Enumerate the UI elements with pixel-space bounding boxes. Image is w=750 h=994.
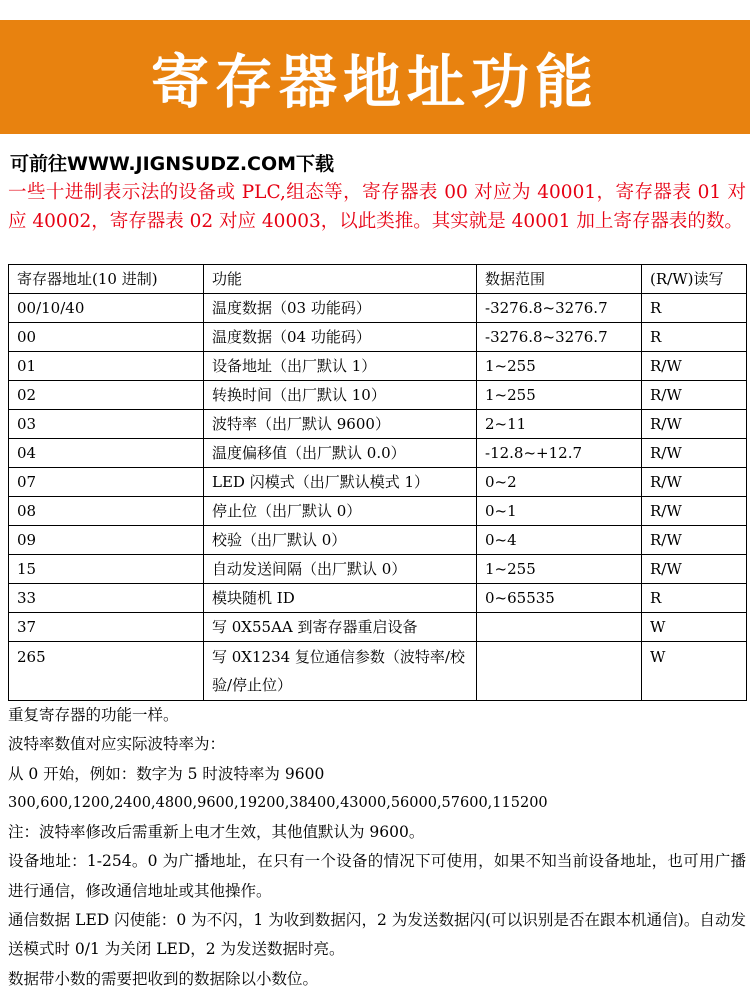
range-cell: 2~11 <box>477 410 642 439</box>
range-cell: 0~65535 <box>477 584 642 613</box>
table-row <box>9 584 747 613</box>
range-cell: -3276.8~3276.7 <box>477 323 642 352</box>
address-cell: 00/10/40 <box>9 294 204 323</box>
note-paragraph: 设备地址：1-254。0 为广播地址，在只有一个设备的情况下可使用，如果不知当前设备地址，也可用广播进行通信，修改通信地址或其他操作。 <box>8 852 746 900</box>
page-title: 寄存器地址功能 <box>150 48 599 116</box>
register-table <box>8 264 747 701</box>
function-cell: LED 闪模式（出厂默认模式 1） <box>204 468 477 497</box>
note-paragraph: 数据带小数的需要把收到的数据除以小数位。 <box>8 969 319 988</box>
rw-cell: R <box>642 294 747 323</box>
table-row <box>9 439 747 468</box>
range-cell <box>477 613 642 642</box>
table-row <box>9 526 747 555</box>
table-row <box>9 555 747 584</box>
function-cell: 自动发送间隔（出厂默认 0） <box>204 555 477 584</box>
table-row <box>9 410 747 439</box>
function-cell: 写 0X55AA 到寄存器重启设备 <box>204 613 477 642</box>
address-cell: 03 <box>9 410 204 439</box>
header-cell: (R/W)读写 <box>642 265 747 294</box>
range-cell: 0~4 <box>477 526 642 555</box>
address-cell: 33 <box>9 584 204 613</box>
function-cell: 转换时间（出厂默认 10） <box>204 381 477 410</box>
note-paragraph: 注：波特率修改后需重新上电才生效，其他值默认为 9600。 <box>8 823 425 842</box>
header-cell: 功能 <box>204 265 477 294</box>
address-cell: 02 <box>9 381 204 410</box>
rw-cell: W <box>642 642 747 701</box>
function-cell: 温度数据（03 功能码） <box>204 294 477 323</box>
range-cell: 0~1 <box>477 497 642 526</box>
range-cell: 1~255 <box>477 381 642 410</box>
rw-cell: R <box>642 584 747 613</box>
address-cell: 04 <box>9 439 204 468</box>
rw-cell: R/W <box>642 555 747 584</box>
table-row <box>9 468 747 497</box>
address-offset-note: 一些十进制表示法的设备或 PLC,组态等，寄存器表 00 对应为 40001，寄存器表 01 对应 40002，寄存器表 02 对应 40003，以此类推。其实就是 40001 加上寄存器表的数。 <box>8 182 746 232</box>
range-cell: -3276.8~3276.7 <box>477 294 642 323</box>
function-cell: 温度偏移值（出厂默认 0.0） <box>204 439 477 468</box>
address-cell: 37 <box>9 613 204 642</box>
table-row <box>9 323 747 352</box>
table-row <box>9 497 747 526</box>
rw-cell: R/W <box>642 468 747 497</box>
rw-cell: R/W <box>642 352 747 381</box>
address-cell: 08 <box>9 497 204 526</box>
rw-cell: W <box>642 613 747 642</box>
function-cell: 设备地址（出厂默认 1） <box>204 352 477 381</box>
range-cell: 1~255 <box>477 555 642 584</box>
range-cell <box>477 642 642 701</box>
range-cell: -12.8~+12.7 <box>477 439 642 468</box>
address-cell: 265 <box>9 642 204 701</box>
function-cell: 停止位（出厂默认 0） <box>204 497 477 526</box>
rw-cell: R <box>642 323 747 352</box>
function-cell: 校验（出厂默认 0） <box>204 526 477 555</box>
table-row <box>9 352 747 381</box>
rw-cell: R/W <box>642 439 747 468</box>
notes-section <box>8 701 746 994</box>
table-row <box>9 381 747 410</box>
baud-rate-list: 300,600,1200,2400,4800,9600,19200,38400,43000,56000,57600,115200 <box>8 794 548 811</box>
address-cell: 09 <box>9 526 204 555</box>
rw-cell: R/W <box>642 497 747 526</box>
rw-cell: R/W <box>642 381 747 410</box>
note-paragraph: 从 0 开始，例如：数字为 5 时波特率为 9600 <box>8 764 325 783</box>
rw-cell: R/W <box>642 526 747 555</box>
note-paragraph: 通信数据 LED 闪使能：0 为不闪，1 为收到数据闪，2 为发送数据闪(可以识别是否在跟本机通信)。自动发送模式时 0/1 为关闭 LED，2 为发送数据时亮。 <box>8 911 746 959</box>
function-cell: 温度数据（04 功能码） <box>204 323 477 352</box>
table-row <box>9 613 747 642</box>
address-cell: 00 <box>9 323 204 352</box>
note-paragraph: 重复寄存器的功能一样。 <box>8 706 179 724</box>
function-cell: 写 0X1234 复位通信参数（波特率/校验/停止位） <box>204 642 477 701</box>
note-paragraph: 波特率数值对应实际波特率为： <box>8 735 226 754</box>
range-cell: 1~255 <box>477 352 642 381</box>
function-cell: 波特率（出厂默认 9600） <box>204 410 477 439</box>
title-banner <box>0 20 750 134</box>
download-line: 可前往WWW.JIGNSUDZ.COM下载 <box>10 153 335 175</box>
rw-cell: R/W <box>642 410 747 439</box>
header-cell: 数据范围 <box>477 265 642 294</box>
table-header-row <box>9 265 747 294</box>
address-cell: 07 <box>9 468 204 497</box>
address-cell: 01 <box>9 352 204 381</box>
function-cell: 模块随机 ID <box>204 584 477 613</box>
address-cell: 15 <box>9 555 204 584</box>
range-cell: 0~2 <box>477 468 642 497</box>
header-cell: 寄存器地址(10 进制) <box>9 265 204 294</box>
table-row <box>9 642 747 701</box>
table-row <box>9 294 747 323</box>
